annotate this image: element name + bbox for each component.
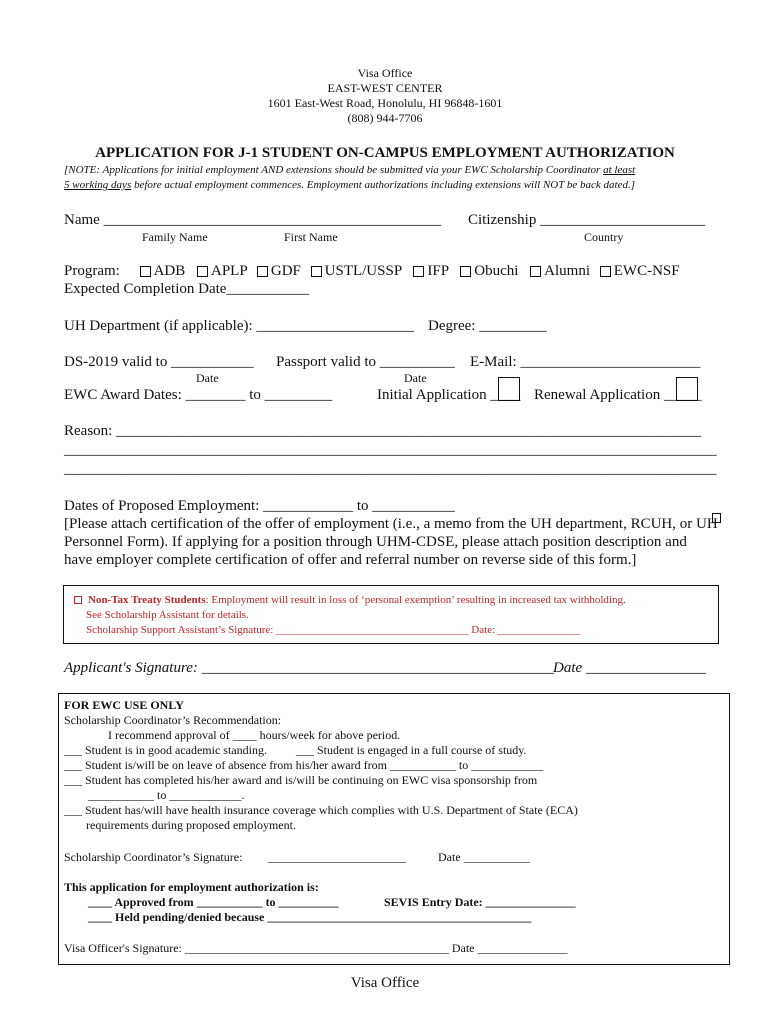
note: [NOTE: Applications for initial employment AND extensions should be submitted via your EWC Scholarship Coordinator at least (64, 164, 636, 176)
ds-date-label: Date (196, 371, 219, 385)
program-option-obuchi[interactable]: Obuchi (460, 263, 518, 279)
nontax-line-1: Non-Tax Treaty Students: Employment will result in loss of ‘personal exemption’ resulting in increased tax withholding. (74, 594, 626, 606)
program-option-adb[interactable]: ADB (140, 263, 186, 279)
coordinator-recommendation: Scholarship Coordinator’s Recommendation: (64, 713, 282, 727)
renewal-application-label: Renewal Application _____ (534, 387, 702, 403)
applicant-signature-field[interactable]: Applicant's Signature: _______________________________________________ (64, 660, 555, 676)
program-row (64, 263, 680, 280)
completed-award[interactable]: ___ Student has completed his/her award and is/will be continuing on EWC visa sponsorship from (64, 773, 538, 787)
approval-hours[interactable]: I recommend approval of ____ hours/week for above period. (108, 728, 401, 742)
passport-date-label: Date (404, 371, 427, 385)
program-option-ustl[interactable]: USTL/USSP (311, 263, 402, 279)
citizenship-field[interactable]: Citizenship ______________________ (468, 212, 706, 228)
footer: Visa Office (350, 975, 420, 991)
auth-heading: This application for employment authorization is: (64, 880, 319, 894)
held-denied-field[interactable]: ____ Held pending/denied because ____________________________________________ (88, 910, 532, 924)
health-insurance-2: requirements during proposed employment. (86, 818, 296, 832)
passport-field[interactable]: Passport valid to __________ (276, 354, 455, 370)
award-dates-field[interactable]: EWC Award Dates: ________ to _________ (64, 387, 333, 403)
small-checkbox[interactable] (712, 513, 721, 523)
country-label: Country (584, 230, 624, 244)
initial-application-label: Initial Application ____ (377, 387, 521, 403)
family-name-label: Family Name (142, 230, 208, 244)
approved-field[interactable]: ____ Approved from ___________ to __________ (88, 895, 339, 909)
applicant-date-field[interactable]: Date ________________ (553, 660, 706, 676)
program-option-aplp[interactable]: APLP (197, 263, 247, 279)
nontax-line-2: See Scholarship Assistant for details. (86, 609, 249, 621)
employment-note-2: Personnel Form). If applying for a position through UHM-CDSE, please attach position description and (64, 534, 687, 550)
office-name: Visa Office (357, 66, 413, 80)
leave-of-absence[interactable]: ___ Student is/will be on leave of absence from his/her award from ___________ to ____________ (64, 758, 544, 772)
program-label: Program: (64, 263, 120, 279)
reason-line-3[interactable]: _______________________________________________________________________________________ (64, 461, 717, 477)
name-field[interactable]: Name _____________________________________________ (64, 212, 442, 228)
reason-field[interactable]: Reason: ______________________________________________________________________________ (64, 423, 702, 439)
employment-note-3: have employer complete certification of offer and referral number on reverse side of this form.] (64, 552, 637, 568)
page-title: APPLICATION FOR J-1 STUDENT ON-CAMPUS EMPLOYMENT AUTHORIZATION (95, 145, 675, 161)
email-field[interactable]: E-Mail: ________________________ (470, 354, 701, 370)
program-option-gdf[interactable]: GDF (257, 263, 301, 279)
visa-officer-signature[interactable]: Visa Officer's Signature: ____________________________________________ Date _______________ (64, 941, 568, 955)
sevis-date-field[interactable]: SEVIS Entry Date: _______________ (384, 895, 576, 909)
ewc-heading: FOR EWC USE ONLY (64, 698, 184, 712)
degree-field[interactable]: Degree: _________ (428, 318, 547, 334)
nontax-signature[interactable]: Scholarship Support Assistant’s Signature: ___________________________________ Date: _______________ (86, 624, 581, 636)
coordinator-date-field[interactable]: Date ___________ (438, 850, 530, 864)
employment-dates-field[interactable]: Dates of Proposed Employment: ____________ to ___________ (64, 498, 455, 514)
program-option-alumni[interactable]: Alumni (530, 263, 590, 279)
completed-award-dates[interactable]: ___________ to ____________. (88, 788, 245, 802)
coordinator-signature-field[interactable]: _______________________ (268, 850, 406, 864)
uh-department-field[interactable]: UH Department (if applicable): _____________________ (64, 318, 414, 334)
initial-application-checkbox[interactable] (498, 377, 520, 401)
address: 1601 East-West Road, Honolulu, HI 96848-1601 (267, 96, 503, 110)
ds2019-field[interactable]: DS-2019 valid to ___________ (64, 354, 254, 370)
coordinator-signature-label: Scholarship Coordinator’s Signature: (64, 850, 243, 864)
first-name-label: First Name (284, 230, 338, 244)
health-insurance[interactable]: ___ Student has/will have health insurance coverage which complies with U.S. Department of State (ECA) (64, 803, 578, 817)
full-course[interactable]: ___ Student is engaged in a full course of study. (296, 743, 527, 757)
program-option-ifp[interactable]: IFP (413, 263, 448, 279)
employment-note-1: [Please attach certification of the offer of employment (i.e., a memo from the UH department, RCUH, or UH (64, 516, 718, 532)
note-line2: 5 working days before actual employment commences. Employment authorizations including extensions will NOT be back dated.] (64, 179, 636, 191)
renewal-application-checkbox[interactable] (676, 377, 698, 401)
completion-date-field[interactable]: Expected Completion Date___________ (64, 281, 309, 297)
program-option-ewc-nsf[interactable]: EWC-NSF (600, 263, 680, 279)
academic-standing[interactable]: ___ Student is in good academic standing. (64, 743, 267, 757)
phone: (808) 944-7706 (347, 111, 423, 125)
nontax-checkbox[interactable] (74, 596, 82, 604)
org-name: EAST-WEST CENTER (327, 81, 443, 95)
reason-line-2[interactable]: _______________________________________________________________________________________ (64, 442, 717, 458)
